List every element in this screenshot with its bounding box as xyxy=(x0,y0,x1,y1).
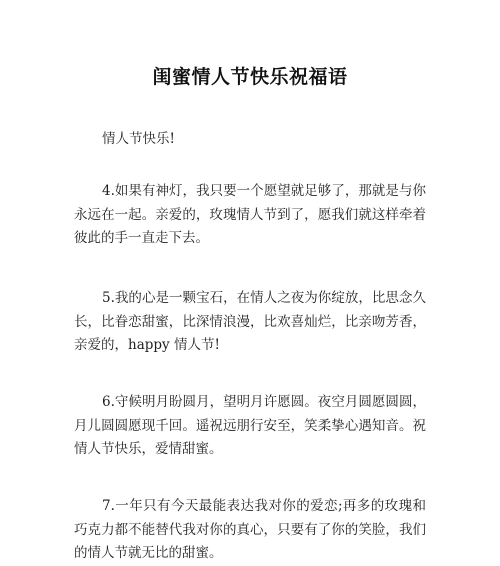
paragraph-7: 7.一年只有今天最能表达我对你的爱恋;再多的玫瑰和巧克力都不能替代我对你的真心，只要有了你的笑脸，我们的情人节就无比的甜蜜。 xyxy=(74,498,426,561)
document-title: 闺蜜情人节快乐祝福语 xyxy=(152,66,348,88)
paragraph-6: 6.守候明月盼圆月，望明月许愿圆。夜空月圆愿圆圆，月儿圆圆愿现千回。遥祝远朋行安至，笑柔挚心遇知音。祝情人节快乐，爱情甜蜜。 xyxy=(74,394,426,457)
paragraph-greeting: 情人节快乐! xyxy=(102,131,175,147)
paragraph-5: 5.我的心是一颗宝石，在情人之夜为你绽放，比思念久长，比眷恋甜蜜，比深情浪漫，比欢喜灿烂，比亲吻芳香，亲爱的，happy 情人节! xyxy=(74,290,426,353)
paragraph-4: 4.如果有神灯，我只要一个愿望就足够了，那就是与你永远在一起。亲爱的，玫瑰情人节到了，愿我们就这样牵着彼此的手一直走下去。 xyxy=(74,183,426,246)
